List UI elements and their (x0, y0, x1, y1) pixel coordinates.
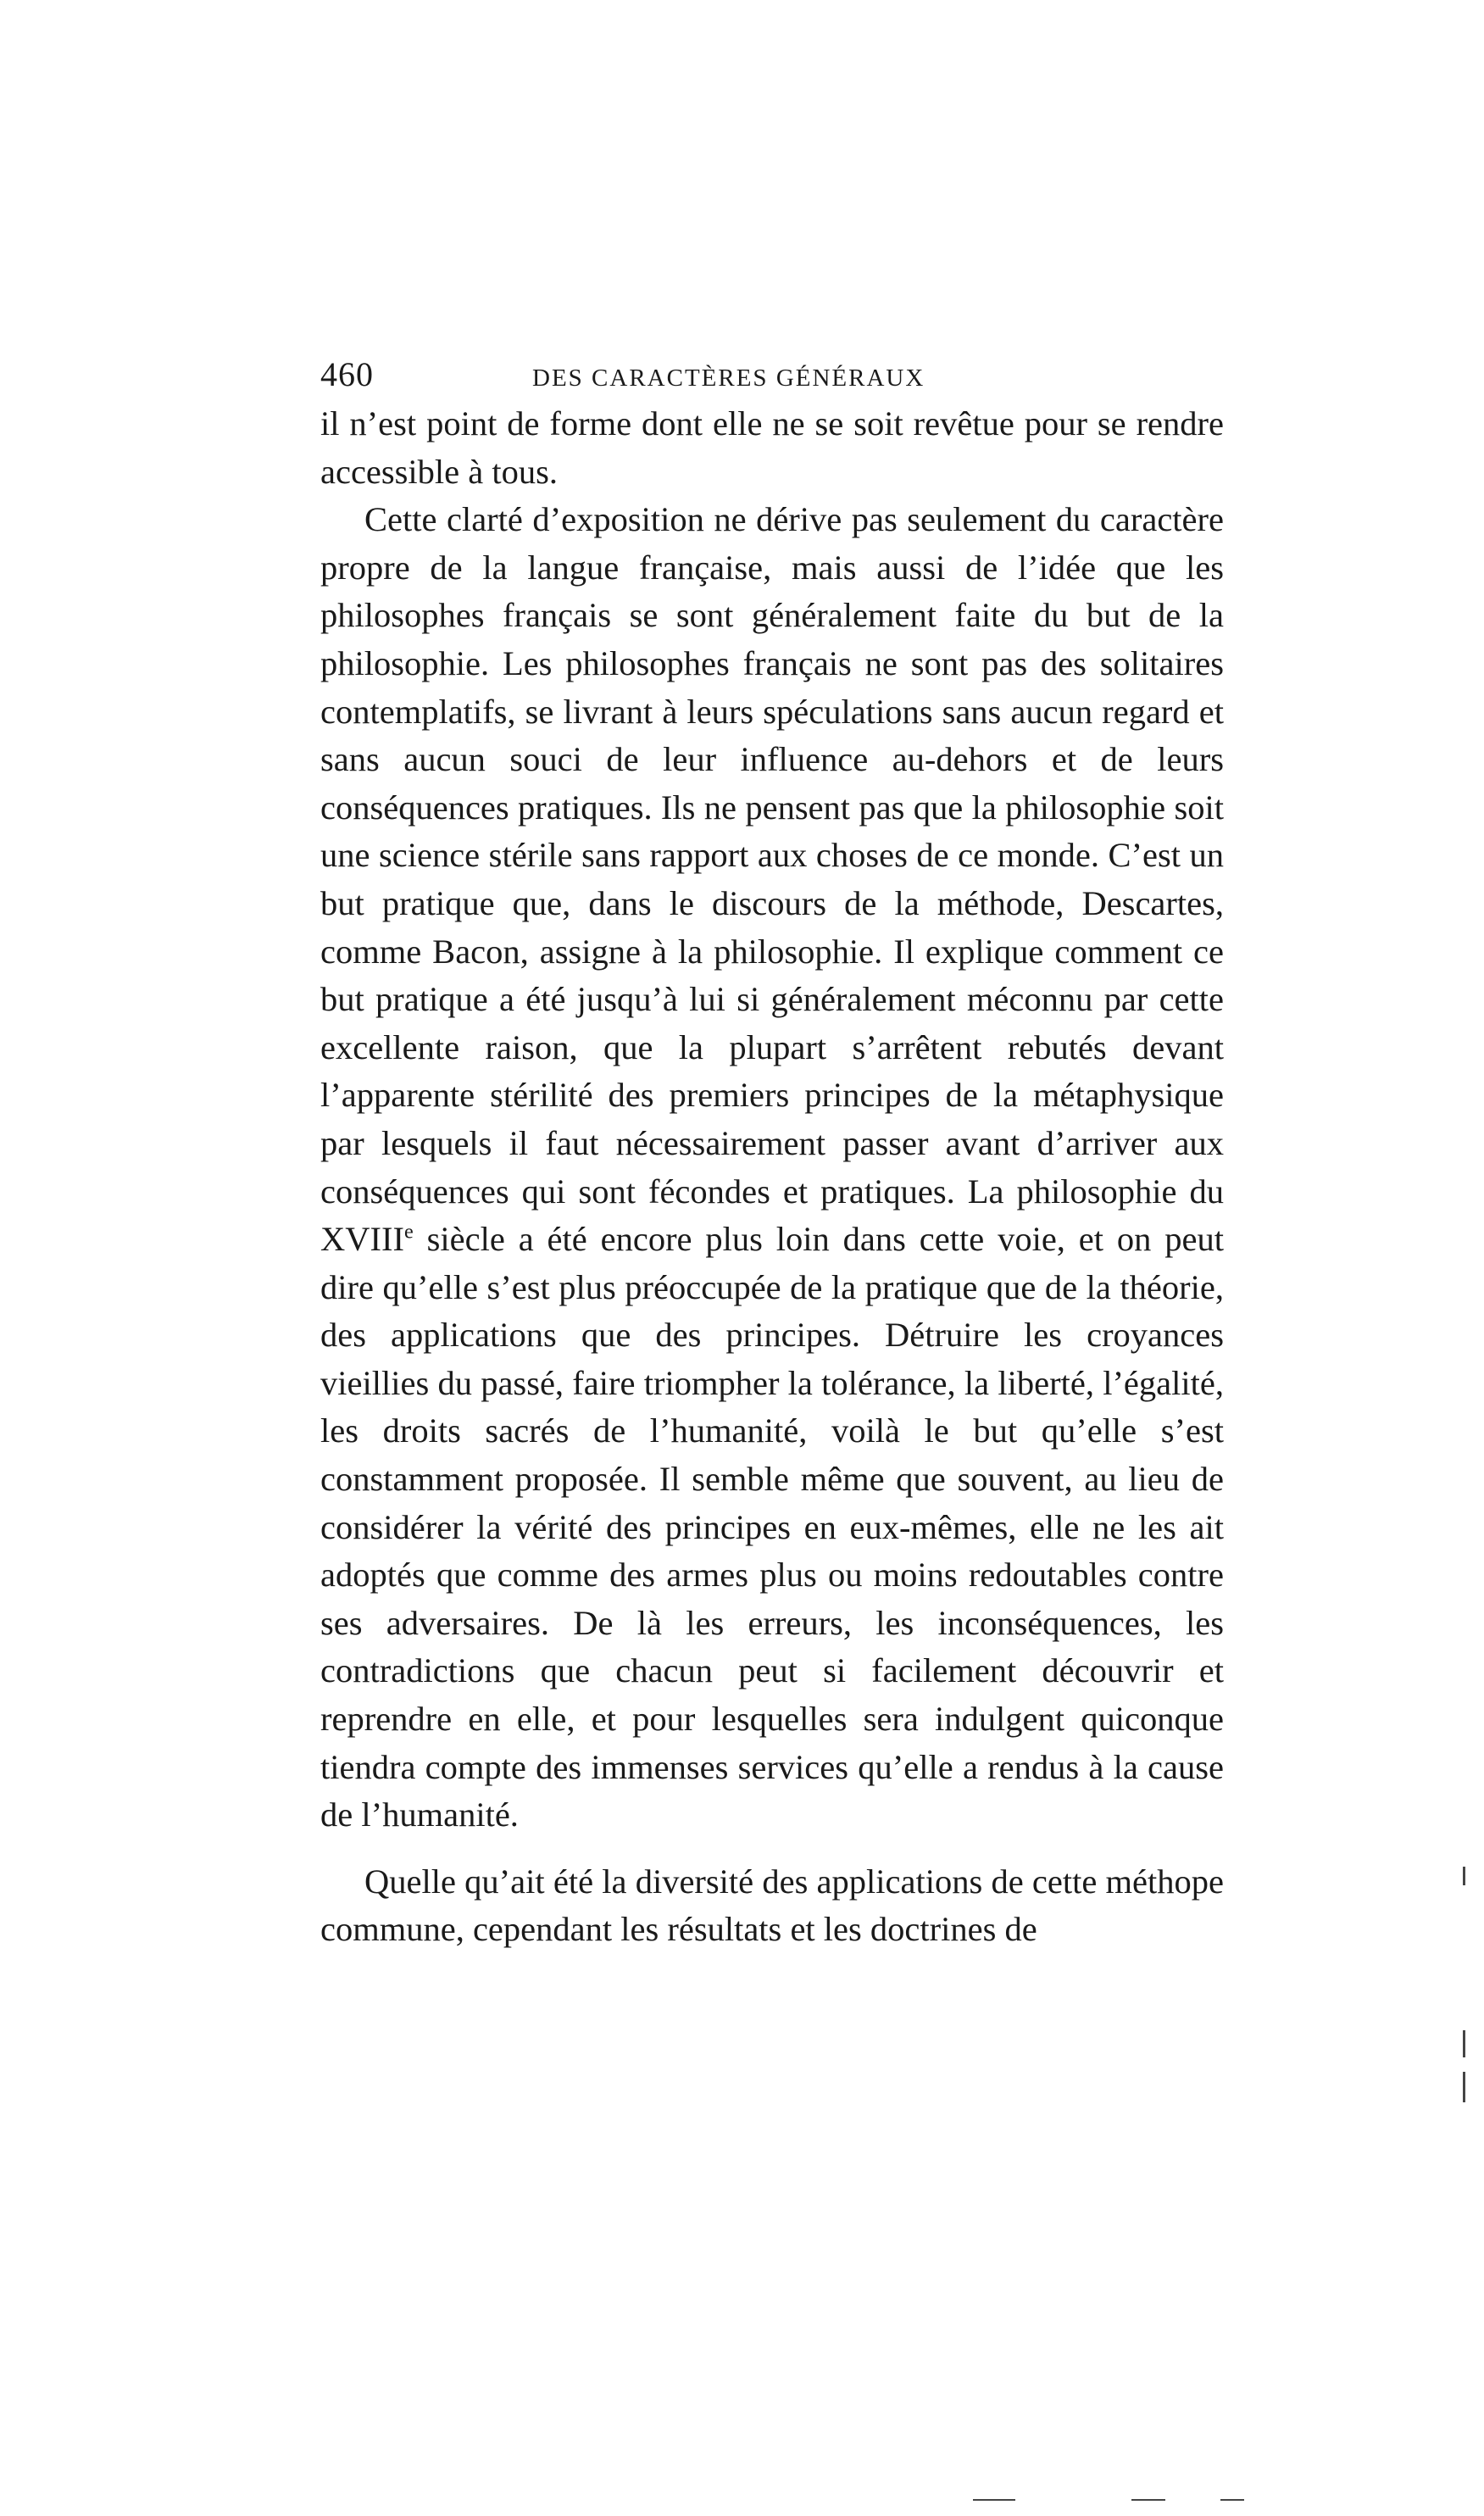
paragraph-text: Quelle qu’ait été la diversité des applications de cette méthope commune, cependant les résultats et les doctrines de (320, 1862, 1224, 1949)
scan-mark (973, 2499, 1015, 2501)
century-superscript: e (403, 1220, 414, 1244)
page-header (320, 354, 1224, 397)
scan-mark (1131, 2499, 1165, 2501)
paragraph-diversite (320, 1858, 1224, 1954)
page-number: 460 (320, 355, 374, 393)
scan-mark (1220, 2499, 1244, 2501)
scan-mark (1463, 2072, 1465, 2102)
paragraph-clarte (320, 496, 1224, 1840)
paragraph-continuation (320, 400, 1224, 496)
scan-mark (1463, 2030, 1465, 2057)
scan-mark (1463, 1867, 1465, 1885)
paragraph-text-after: siècle a été encore plus loin dans cette voie, et on peut dire qu’elle s’est plus préoccupée de la pratique que de la théorie, des applications que des principes. Détruire les croyances vieillies du passé, faire triompher la tolérance, la liberté, l’égalité, les droits sacrés de l’humanité, voilà le but qu’elle s’est constamment proposée. Il semble même que souvent, au lieu de considérer la vérité des principes en eux-mêmes, elle ne les ait adoptés que comme des armes plus ou moins redoutables contre ses adversaires. De là les erreurs, les inconséquences, les contradictions que chacun peut si facilement découvrir et reprendre en elle, et pour lesquelles sera indulgent quiconque tiendra compte des immenses services qu’elle a rendus à la cause de l’humanité. (320, 1220, 1224, 1834)
running-title: DES CARACTÈRES GÉNÉRAUX (532, 365, 925, 392)
body-text (320, 400, 1224, 1954)
paragraph-text: Cette clarté d’exposition ne dérive pas seulement du caractère propre de la langue française, mais aussi de l’idée que les philosophes français se sont généralement faite du but de la philosophie. Les philosophes français ne sont pas des solitaires contemplatifs, se livrant à leurs spéculations sans aucun regard et sans aucun souci de leur influence au-dehors et de leurs conséquences pratiques. Ils ne pensent pas que la philosophie soit une science stérile sans rapport aux choses de ce monde. C’est un but pratique que, dans le discours de la méthode, Descartes, comme Bacon, assigne à la philosophie. Il explique comment ce but pratique a été jusqu’à lui si généralement méconnu par cette excellente raison, que la plupart s’arrêtent rebutés devant l’apparente stérilité des premiers principes de la métaphysique par lesquels il faut nécessairement passer avant d’arriver aux conséquences qui sont fécondes et pratiques. La philosophie du XVIII (320, 500, 1224, 1259)
paragraph-text: il n’est point de forme dont elle ne se soit revêtue pour se rendre accessible à tous. (320, 404, 1224, 491)
